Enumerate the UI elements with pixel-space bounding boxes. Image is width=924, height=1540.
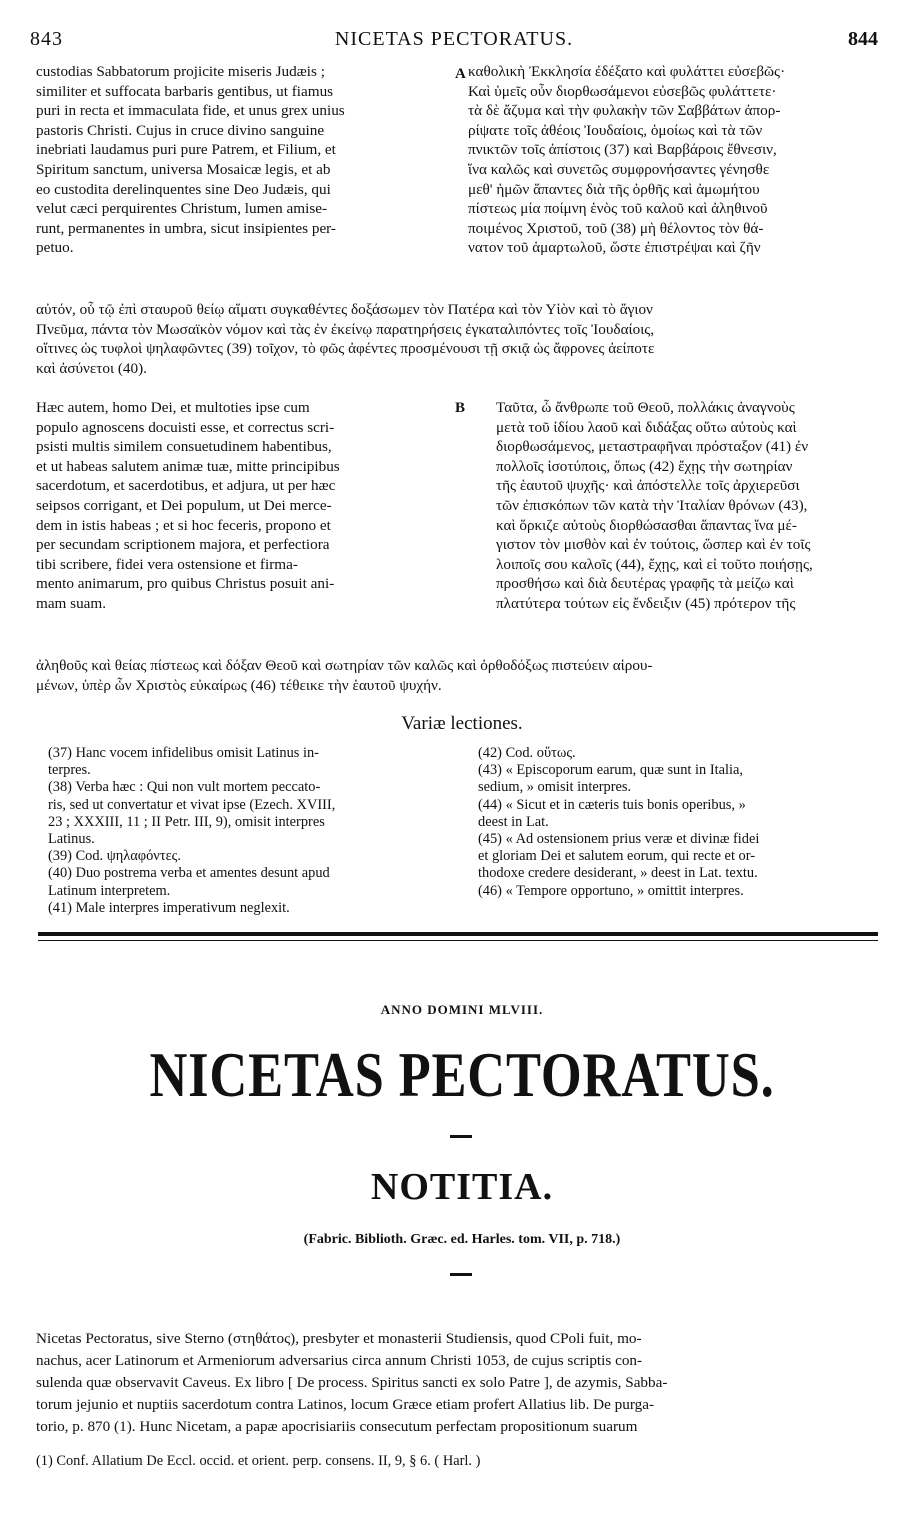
greek-line: Ταῦτα, ὦ ἄνθρωπε τοῦ Θεοῦ, πολλάκις ἀναγνοὺς [496,399,795,416]
body-line: sulenda quæ observavit Caveus. Ex libro [ De process. Spiritus sancti ex solo Patre ], de azymis, Sabba- [36,1374,668,1391]
greek-line: οἵτινες ὡς τυφλοὶ ψηλαφῶντες (39) τοῖχον, τὸ φῶς ἀφέντες προσμένουσι τῇ σκιᾷ ὡς ἄφρονες ἀείποτε [36,340,655,358]
year-heading: ANNO DOMINI MLVIII. [380,1002,544,1017]
variant-line: thodoxe credere desiderant, » deest in Lat. textu. [478,865,758,882]
running-header [30,28,878,54]
latin-line: runt, permanentes in umbra, sicut insipientes per- [36,219,336,237]
variant-line: 23 ; XXXIII, 11 ; II Petr. III, 9), omisit interpres [48,813,325,830]
variant-line: (43) « Episcoporum earum, quæ sunt in Italia, [478,762,743,779]
greek-line: διορθωσάμενος, μεταστραφῆναι πρόσταξον (41) ἐν [496,438,809,456]
greek-line: ποιμένος Χριστοῦ, τοῦ (38) μὴ θέλοντος τὸν θά- [468,219,764,237]
latin-column-2 [36,398,452,614]
latin-line: et ut habeas salutem animæ tuæ, mitte principibus [36,457,340,475]
margin-marker-a: A [455,66,466,82]
body-line: torum jejunio et nuptiis sacerdotum contra Latinos, locum Græce etiam profert Allatius lib. De purga- [36,1396,655,1413]
variant-line: deest in Lat. [478,813,549,830]
variant-line: sedium, » omisit interpres. [478,779,632,796]
notitia-heading: NOTITIA. [370,1166,554,1208]
footnote: (1) Conf. Allatium De Eccl. occid. et orient. perp. consens. II, 9, § 6. ( Harl. ) [36,1453,481,1469]
greek-line: Πνεῦμα, πάντα τὸν Μωσαϊκὸν νόμον καὶ τὰς ἐν ἐκείνῳ παρατηρήσεις ἐγκαταλιπόντες τοῖς Ἰουδαίοις, [36,320,655,338]
page-number-left: 843 [30,28,63,50]
page-number-right: 844 [848,28,878,50]
greek-line: τὰ δὲ ἄζυμα καὶ τὴν φυλακὴν τῶν Σαββάτων ἀπορ- [468,102,781,120]
variant-line: terpres. [48,762,91,779]
section-rule-thin [38,940,878,941]
margin-marker-b: B [455,400,466,416]
latin-line: seipsos corrigant, et Dei populum, ut Dei merce- [36,496,332,514]
greek-fullwidth-2 [36,656,884,695]
greek-line: μετὰ τοῦ ἰδίου λαοῦ καὶ διδάξας οὕτω αὐτοὺς καὶ [496,418,797,436]
variant-line: (41) Male interpres imperativum neglexit. [48,899,290,916]
greek-line: μεθ' ἡμῶν ἅπαντες διὰ τῆς ὀρθῆς καὶ ἀμωμήτου [468,180,760,198]
latin-line: Hæc autem, homo Dei, et multoties ipse cum [36,399,310,416]
greek-line: γιστον τὸν μισθὸν καὶ ἐν τούτοις, ὥσπερ καὶ ἐν τοῖς [496,536,811,554]
greek-line: τῆς ἑαυτοῦ ψυχῆς· καὶ ἀπόστελλε τοῖς ἀρχιερεῦσι [496,477,800,495]
greek-line: πίστεως μία ποίμνη ἑνὸς τοῦ καλοῦ καὶ ἀληθινοῦ [468,200,768,218]
latin-line: puri in recta et immaculata fide, et unus grex unius [36,102,345,120]
variant-line: (40) Duo postrema verba et amentes desunt apud [48,865,330,882]
running-title: NICETAS PECTORATUS. [334,28,574,50]
greek-line: τῶν ἐπισκόπων τῶν κατὰ τὴν Ἰταλίαν θρόνων (43), [496,496,808,514]
greek-line: λοιποῖς σου καλοῖς (44), ἔχῃς, καὶ εἰ τοῦτο ποιήσῃς, [496,555,813,573]
variant-line: (37) Hanc vocem infidelibus omisit Latinus in- [48,745,319,761]
greek-line: ἵνα καλῶς καὶ συνετῶς συμφρονήσαντες γένησθε [468,160,770,178]
greek-line: ἀληθοῦς καὶ θείας πίστεως καὶ δόξαν Θεοῦ καὶ σωτηρίαν τῶν καλῶς καὶ ὀρθοδόξως πιστεύειν αἱρου- [36,657,653,674]
body-line: torio, p. 870 (1). Hunc Nicetam, a papæ apocrisiariis consecutum perfectam propositionum suarum [36,1418,638,1435]
latin-line: psisti multis similem consuetudinem habentibus, [36,438,332,456]
latin-line: eo custodita derelinquentes sine Deo Judæis, qui [36,180,331,198]
greek-column-1 [468,62,882,258]
notitia-dash [450,1273,472,1276]
greek-column-2 [496,398,882,614]
variant-line: (38) Verba hæc : Qui non vult mortem peccato- [48,779,321,796]
variant-line: (42) Cod. οὕτως. [478,745,576,761]
variants-left-column [48,745,450,917]
latin-line: inebriati laudamus puri pure Patrem, et Filium, et [36,141,336,159]
latin-line: pastoris Christi. Cujus in cruce divino sanguine [36,121,325,139]
latin-line: mam suam. [36,594,107,612]
greek-line: ρίψατε τοῖς ἀθέοις Ἰουδαίοις, ὁμοίως καὶ τὰ τῶν [468,121,763,139]
notitia-body [36,1328,884,1438]
latin-line: mento animarum, pro quibus Christus posuit ani- [36,575,335,593]
latin-line: velut cæci perquirentes Christum, lumen amise- [36,200,328,218]
variant-line: (44) « Sicut et in cæteris tuis bonis operibus, » [478,796,746,813]
variants-right-column [478,745,882,900]
variant-line: (39) Cod. ψηλαφόντες. [48,848,181,865]
variant-line: (45) « Ad ostensionem prius veræ et divinæ fidei [478,831,760,848]
greek-line: μένων, ὑπὲρ ὧν Χριστὸς εὐκαίρως (46) τέθεικε τὴν ἑαυτοῦ ψυχήν. [36,676,442,694]
greek-line: πνικτῶν τοῖς ἀπίστοις (37) καὶ Βαρβάροις ἔθνεσιν, [468,141,777,159]
variant-line: Latinus. [48,831,95,848]
greek-line: καθολικὴ Ἐκκλησία ἐδέξατο καὶ φυλάττει εὐσεβῶς· [468,63,786,80]
latin-line: similiter et suffocata barbaris gentibus, ut fiamus [36,82,334,100]
latin-line: Spiritum sanctum, universa Mosaicæ legis, et ab [36,160,331,178]
greek-line: καὶ ὅρκιζε αὐτοὺς διορθώσασθαι ἅπαντας ἵνα μέ- [496,516,797,534]
greek-line: αὐτόν, οὗ τῷ ἐπὶ σταυροῦ θείῳ αἵματι συγκαθέντες δοξάσωμεν τὸν Πατέρα καὶ τὸν Υἱὸν καὶ τὸ ἅγιον [36,301,653,318]
latin-line: petuo. [36,239,74,257]
greek-fullwidth-1 [36,300,884,378]
latin-line: dem in istis habeas ; et si hoc feceris, propono et [36,516,331,534]
source-citation: (Fabric. Biblioth. Græc. ed. Harles. tom. VII, p. 718.) [303,1232,621,1247]
latin-line: populo agnoscens docuisti esse, et correctus scri- [36,418,335,436]
greek-line: πλατύτερα τούτων εἰς ἔνδειξιν (45) πρότερον τῆς [496,594,796,612]
greek-line: καὶ ἀσύνετοι (40). [36,359,147,377]
greek-line: πολλοῖς ἰσοτύποις, ὅπως (42) ἔχῃς τὴν σωτηρίαν [496,457,793,475]
author-title: NICETAS PECTORATUS. [149,1039,775,1110]
section-rule-thick [38,932,878,936]
latin-line: sacerdotum, et sacerdotibus, et adjura, ut per hæc [36,477,336,495]
latin-line: custodias Sabbatorum projicite miseris Judæis ; [36,63,325,80]
variant-line: (46) « Tempore opportuno, » omittit interpres. [478,882,744,899]
variant-line: ris, sed ut convertatur et vivat ipse (Ezech. XVIII, [48,796,336,813]
variae-lectiones-heading: Variæ lectiones. [401,713,523,734]
greek-line: νατον τοῦ ἁμαρτωλοῦ, ὥστε ἐπιστρέψαι καὶ ζῆν [468,239,761,257]
latin-line: tibi scribere, fidei vera ostensione et firma- [36,555,298,573]
greek-line: Καὶ ὑμεῖς οὖν διορθωσάμενοι εὐσεβῶς φυλάττετε· [468,82,777,100]
title-dash [450,1135,472,1138]
latin-line: per secundam scriptionem majora, et perfectiora [36,536,330,554]
variant-line: Latinum interpretem. [48,882,171,899]
latin-column-1 [36,62,452,258]
variant-line: et gloriam Dei et salutem eorum, qui recte et or- [478,848,756,865]
body-line: Nicetas Pectoratus, sive Sterno (στηθάτος), presbyter et monasterii Studiensis, quod CPoli fuit, mo- [36,1330,642,1347]
greek-line: προσθήσω καὶ διὰ δευτέρας γραφῆς τὰ μείζω καὶ [496,575,794,593]
body-line: nachus, acer Latinorum et Armeniorum adversarius circa annum Christi 1053, de cujus scriptis con- [36,1352,643,1369]
